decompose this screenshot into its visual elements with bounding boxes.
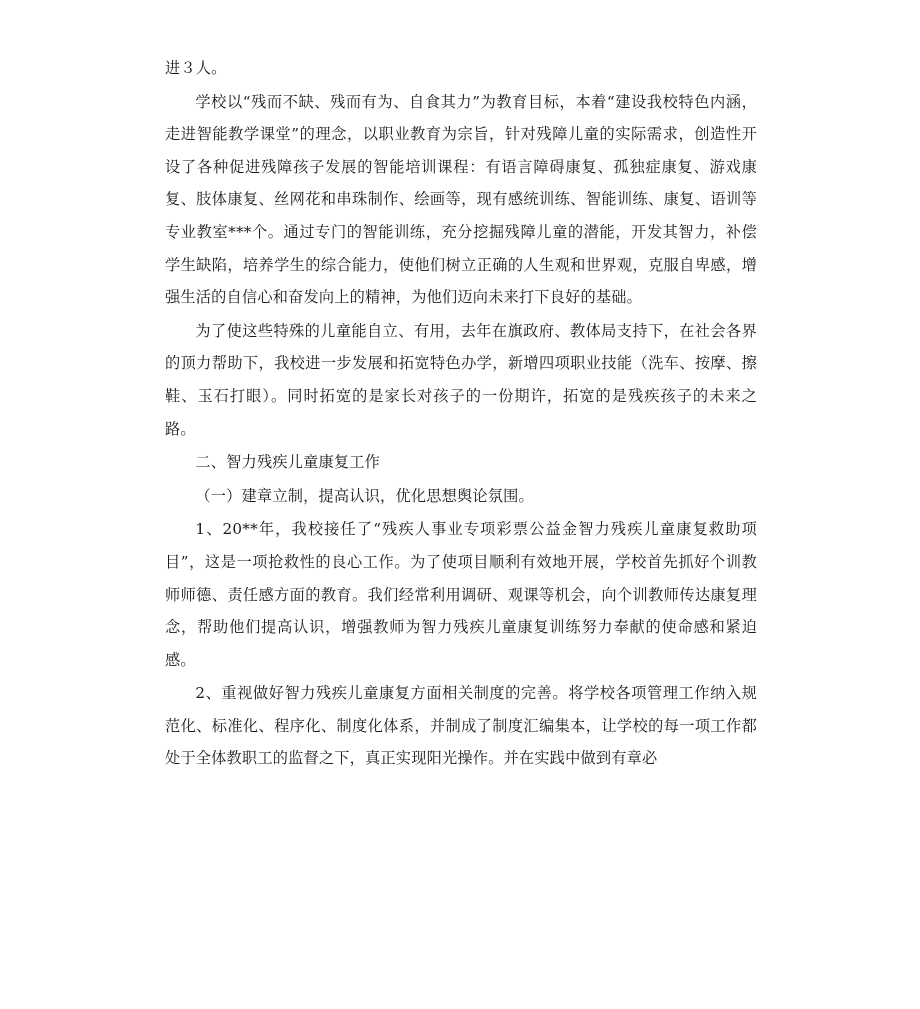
- paragraph-school-goals: 学校以“残而不缺、残而有为、自食其力”为教育目标，本着“建设我校特色内涵，走进智能教学课堂”的理念，以职业教育为宗旨，针对残障儿童的实际需求，创造性开设了各种促进残障孩子发展的智能培训课程：有语言障碍康复、孤独症康复、游戏康复、肢体康复、丝网花和串珠制作、绘画等，现有感统训练、智能训练、康复、语训等专业教室***个。通过专门的智能训练，充分挖掘残障儿童的潜能，开发其智力，补偿学生缺陷，培养学生的综合能力，使他们树立正确的人生观和世界观，克服自卑感，增强生活的自信心和奋发向上的精神，为他们迈向未来打下良好的基础。: [165, 92, 757, 307]
- subsection-heading-regulations: （一）建章立制，提高认识，优化思想舆论氛围。: [195, 486, 534, 505]
- paragraph-item-2: 2、重视做好智力残疾儿童康复方面相关制度的完善。将学校各项管理工作纳入规范化、标准化、程序化、制度化体系，并制成了制度汇编集本，让学校的每一项工作都处于全体教职工的监督之下，真正实现阳光操作。并在实践中做到有章必: [165, 684, 757, 768]
- paragraph-vocational-skills: 为了使这些特殊的儿童能自立、有用，去年在旗政府、教体局支持下，在社会各界的顶力帮助下，我校进一步发展和拓宽特色办学，新增四项职业技能（洗车、按摩、擦鞋、玉石打眼）。同时拓宽的是家长对孩子的一份期许，拓宽的是残疾孩子的未来之路。: [165, 321, 757, 438]
- paragraph-item-1: 1、20**年，我校接任了“残疾人事业专项彩票公益金智力残疾儿童康复救助项目”，这是一项抢救性的良心工作。为了使项目顺利有效地开展，学校首先抓好个训教师师德、责任感方面的教育。我们经常利用调研、观课等机会，向个训教师传达康复理念，帮助他们提高认识，增强教师为智力残疾儿童康复训练努力奉献的使命感和紧迫感。: [165, 520, 757, 669]
- section-heading-rehabilitation: 二、智力残疾儿童康复工作: [195, 453, 381, 472]
- paragraph-continuation: 进３人。: [165, 59, 227, 77]
- document-page: [165, 52, 757, 775]
